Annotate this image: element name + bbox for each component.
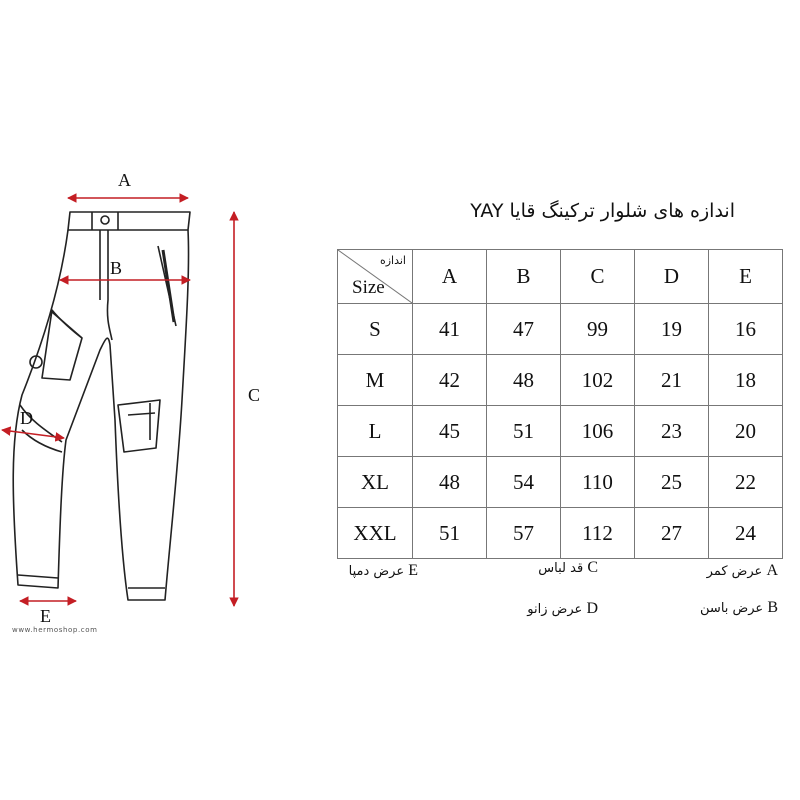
legend-e [349, 562, 418, 580]
size-table [337, 249, 783, 559]
corner-label-en: Size [352, 277, 385, 298]
value-cell: 57 [487, 508, 561, 559]
value-cell: 20 [709, 406, 783, 457]
legend-c-text: قد لباس [538, 561, 584, 576]
value-cell: 24 [709, 508, 783, 559]
legend-c-key: C [587, 559, 598, 576]
label-a: A [118, 170, 131, 190]
value-cell: 21 [635, 355, 709, 406]
label-d: D [20, 408, 33, 428]
legend-e-text: عرض دمپا [348, 564, 405, 579]
size-cell: S [338, 304, 413, 355]
value-cell: 110 [561, 457, 635, 508]
table-row [338, 304, 783, 355]
label-e: E [40, 606, 51, 626]
value-cell: 51 [487, 406, 561, 457]
legend-e-key: E [408, 562, 418, 579]
value-cell: 22 [709, 457, 783, 508]
label-b: B [110, 258, 123, 278]
value-cell: 112 [561, 508, 635, 559]
legend-b [700, 599, 778, 617]
value-cell: 48 [413, 457, 487, 508]
value-cell: 51 [413, 508, 487, 559]
legend-b-key: B [767, 599, 778, 616]
value-cell: 27 [635, 508, 709, 559]
value-cell: 41 [413, 304, 487, 355]
value-cell: 48 [487, 355, 561, 406]
value-cell: 45 [413, 406, 487, 457]
col-header-a: A [413, 250, 487, 304]
value-cell: 16 [709, 304, 783, 355]
corner-cell [338, 250, 413, 304]
size-cell: XXL [338, 508, 413, 559]
value-cell: 99 [561, 304, 635, 355]
value-cell: 25 [635, 457, 709, 508]
size-cell: XL [338, 457, 413, 508]
col-header-b: B [487, 250, 561, 304]
table-row [338, 355, 783, 406]
col-header-c: C [561, 250, 635, 304]
legend-d-text: عرض زانو [527, 602, 583, 617]
legend-a [707, 562, 778, 580]
value-cell: 47 [487, 304, 561, 355]
value-cell: 23 [635, 406, 709, 457]
table-row [338, 508, 783, 559]
col-header-e: E [709, 250, 783, 304]
legend-d-key: D [586, 600, 598, 617]
table-header-row [338, 250, 783, 304]
page-title: اندازه های شلوار ترکینگ قایا YAY [470, 200, 735, 222]
value-cell: 18 [709, 355, 783, 406]
col-header-d: D [635, 250, 709, 304]
size-cell: L [338, 406, 413, 457]
value-cell: 19 [635, 304, 709, 355]
table-row [338, 457, 783, 508]
value-cell: 54 [487, 457, 561, 508]
value-cell: 102 [561, 355, 635, 406]
value-cell: 106 [561, 406, 635, 457]
legend-b-text: عرض باسن [700, 601, 764, 616]
label-c: C [248, 385, 261, 405]
legend-d [527, 600, 598, 618]
pants-diagram [0, 0, 300, 640]
value-cell: 42 [413, 355, 487, 406]
legend-a-key: A [766, 562, 778, 579]
watermark: www.hermoshop.com [12, 626, 98, 634]
table-row [338, 406, 783, 457]
legend-c [538, 559, 598, 577]
corner-label-fa: اندازه [379, 254, 406, 267]
legend-a-text: عرض کمر [706, 564, 763, 579]
size-cell: M [338, 355, 413, 406]
